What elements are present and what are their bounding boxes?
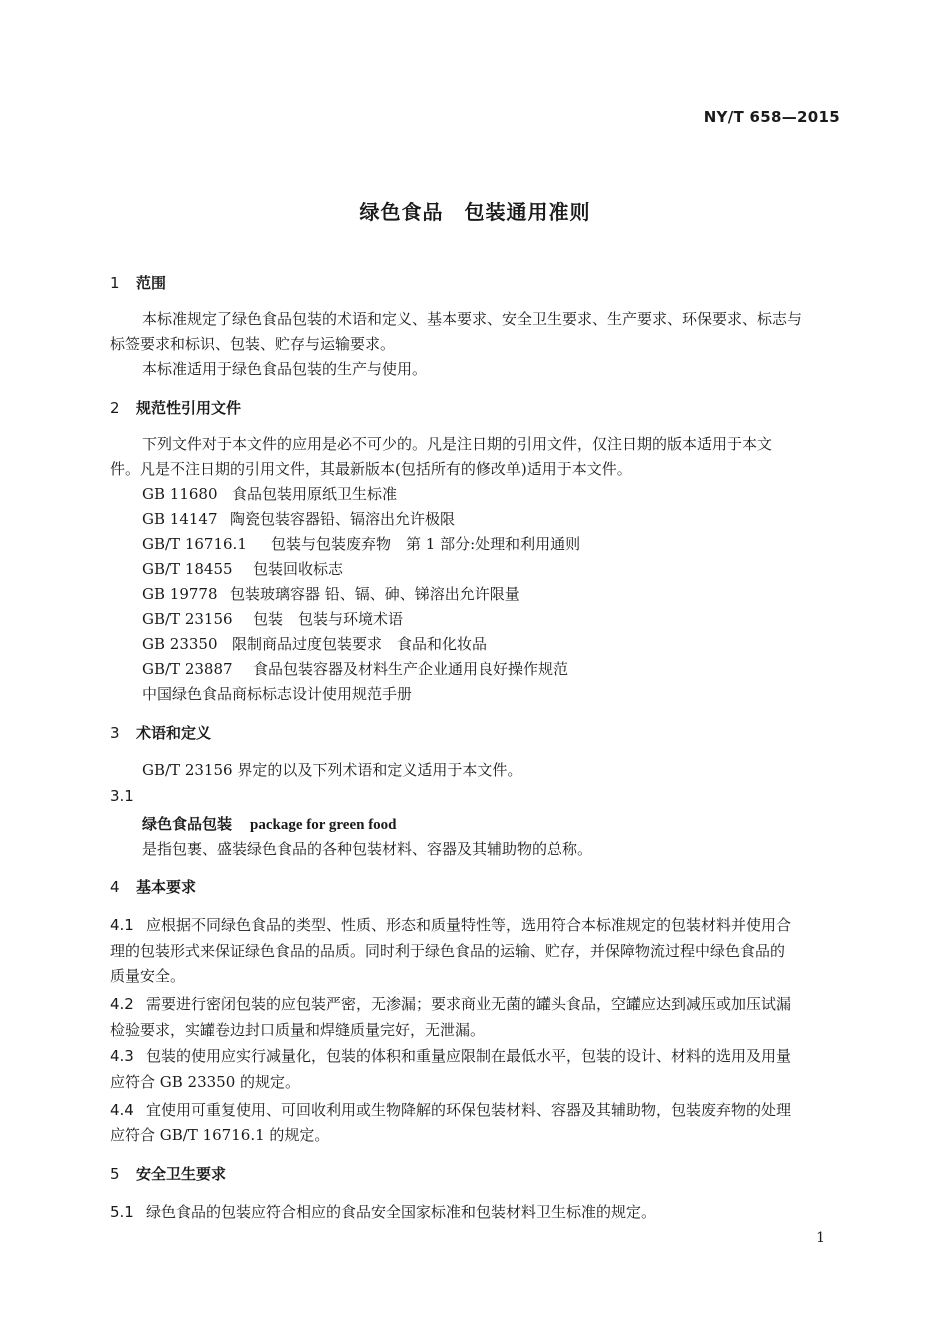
reference-item bbox=[142, 633, 487, 654]
section-3-heading bbox=[110, 722, 211, 743]
reference-item bbox=[142, 483, 397, 504]
clause-line bbox=[110, 993, 791, 1014]
reference-title: 包装 包装与环境术语 bbox=[253, 610, 404, 628]
section-2-heading bbox=[110, 397, 241, 418]
section-number: 3 bbox=[110, 724, 120, 742]
term-definition: 是指包裹、盛装绿色食品的各种包装材料、容器及其辅助物的总称。 bbox=[142, 840, 593, 858]
paragraph-line: 下列文件对于本文件的应用是必不可少的。凡是注日期的引用文件，仅注日期的版本适用于本文 bbox=[142, 435, 773, 453]
clause-text: 绿色食品的包装应符合相应的食品安全国家标准和包装材料卫生标准的规定。 bbox=[146, 1203, 657, 1221]
reference-item bbox=[142, 608, 403, 629]
clause-line bbox=[110, 1201, 656, 1222]
reference-code: GB/T 23887 bbox=[142, 660, 233, 678]
reference-title: 陶瓷包装容器铅、镉溶出允许极限 bbox=[230, 510, 456, 528]
paragraph-line: 件。凡是不注日期的引用文件，其最新版本(包括所有的修改单)适用于本文件。 bbox=[110, 460, 632, 478]
reference-code: GB/T 23156 bbox=[142, 610, 233, 628]
paragraph-line: 质量安全。 bbox=[110, 967, 186, 985]
reference-manual: 中国绿色食品商标标志设计使用规范手册 bbox=[142, 685, 413, 703]
paragraph-line: GB/T 23156 界定的以及下列术语和定义适用于本文件。 bbox=[142, 761, 523, 779]
reference-code: GB/T 18455 bbox=[142, 560, 233, 578]
paragraph-line: 标签要求和标识、包装、贮存与运输要求。 bbox=[110, 335, 396, 353]
reference-item bbox=[142, 583, 520, 604]
page-number: 1 bbox=[816, 1230, 825, 1246]
reference-title: 食品包装容器及材料生产企业通用良好操作规范 bbox=[253, 660, 569, 678]
reference-code: GB 14147 bbox=[142, 510, 218, 528]
section-5-heading bbox=[110, 1163, 226, 1184]
reference-code: GB 11680 bbox=[142, 485, 218, 503]
term-entry bbox=[142, 813, 397, 834]
section-number: 2 bbox=[110, 399, 120, 417]
clause-text: 需要进行密闭包装的应包装严密，无渗漏；要求商业无菌的罐头食品，空罐应达到减压或加压试漏 bbox=[146, 995, 792, 1013]
reference-title: 限制商品过度包装要求 食品和化妆品 bbox=[232, 635, 488, 653]
section-number: 1 bbox=[110, 274, 120, 292]
section-title: 规范性引用文件 bbox=[136, 399, 242, 417]
reference-item bbox=[142, 658, 568, 679]
section-number: 4 bbox=[110, 878, 120, 896]
paragraph-line: 应符合 GB 23350 的规定。 bbox=[110, 1073, 301, 1091]
clause-text: 包装的使用应实行减量化，包装的体积和重量应限制在最低水平，包装的设计、材料的选用及用量 bbox=[146, 1047, 792, 1065]
clause-number: 3.1 bbox=[110, 787, 134, 805]
reference-title: 包装玻璃容器 铅、镉、砷、锑溶出允许限量 bbox=[230, 585, 520, 603]
reference-item bbox=[142, 508, 455, 529]
document-title: 绿色食品 包装通用准则 bbox=[359, 200, 591, 224]
clause-number: 4.4 bbox=[110, 1101, 134, 1119]
paragraph-line: 理的包装形式来保证绿色食品的品质。同时利于绿色食品的运输、贮存，并保障物流过程中绿色食品的 bbox=[110, 942, 786, 960]
clause-number: 5.1 bbox=[110, 1203, 134, 1221]
section-4-heading bbox=[110, 876, 196, 897]
clause-text: 宜使用可重复使用、可回收利用或生物降解的环保包装材料、容器及其辅助物，包装废弃物的处理 bbox=[146, 1101, 792, 1119]
section-title: 基本要求 bbox=[136, 878, 197, 896]
clause-line bbox=[110, 1045, 791, 1066]
reference-code: GB 23350 bbox=[142, 635, 218, 653]
standard-number: NY/T 658—2015 bbox=[703, 108, 840, 126]
clause-number: 4.1 bbox=[110, 916, 134, 934]
reference-code: GB/T 16716.1 bbox=[142, 535, 247, 553]
clause-text: 应根据不同绿色食品的类型、性质、形态和质量特性等，选用符合本标准规定的包装材料并使用合 bbox=[146, 916, 792, 934]
clause-line bbox=[110, 914, 791, 935]
section-title: 术语和定义 bbox=[136, 724, 212, 742]
reference-title: 包装与包装废弃物 第 1 部分:处理和利用通则 bbox=[271, 535, 581, 553]
reference-item bbox=[142, 533, 580, 554]
section-title: 安全卫生要求 bbox=[136, 1165, 227, 1183]
reference-title: 包装回收标志 bbox=[253, 560, 344, 578]
paragraph-line: 检验要求，实罐卷边封口质量和焊缝质量完好，无泄漏。 bbox=[110, 1021, 486, 1039]
reference-item bbox=[142, 558, 343, 579]
section-title: 范围 bbox=[136, 274, 167, 292]
section-number: 5 bbox=[110, 1165, 120, 1183]
paragraph-line: 本标准规定了绿色食品包装的术语和定义、基本要求、安全卫生要求、生产要求、环保要求、标志与 bbox=[142, 310, 803, 328]
term-chinese: 绿色食品包装 bbox=[142, 815, 233, 833]
section-1-heading bbox=[110, 272, 166, 293]
clause-number: 4.3 bbox=[110, 1047, 134, 1065]
paragraph-line: 本标准适用于绿色食品包装的生产与使用。 bbox=[142, 360, 428, 378]
clause-number: 4.2 bbox=[110, 995, 134, 1013]
reference-code: GB 19778 bbox=[142, 585, 218, 603]
term-english: package for green food bbox=[250, 817, 397, 833]
clause-line bbox=[110, 1099, 791, 1120]
reference-title: 食品包装用原纸卫生标准 bbox=[232, 485, 398, 503]
paragraph-line: 应符合 GB/T 16716.1 的规定。 bbox=[110, 1126, 330, 1144]
